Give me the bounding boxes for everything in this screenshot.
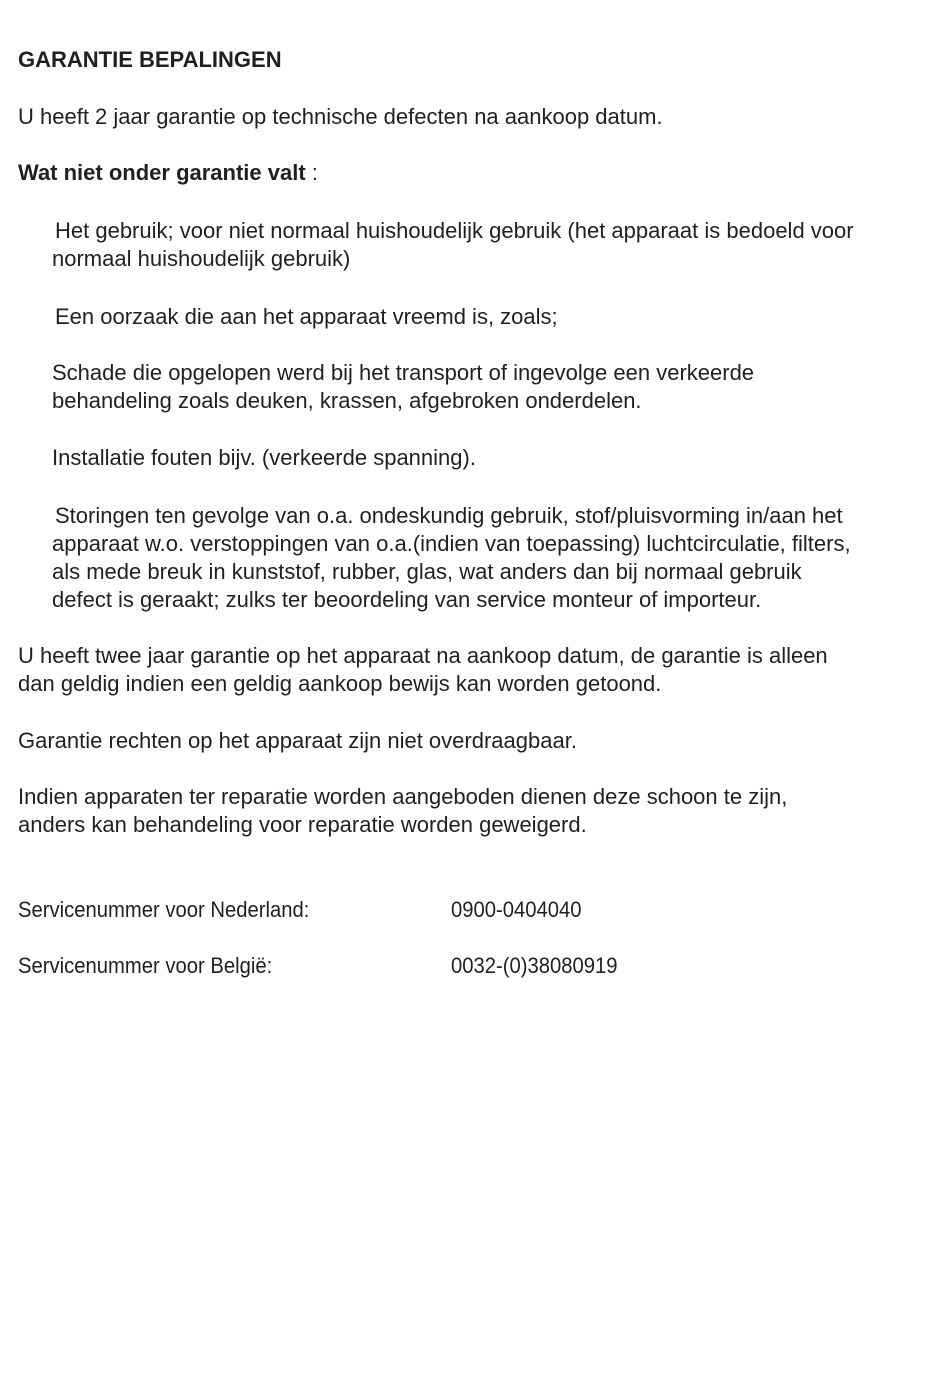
exclusion-line: behandeling zoals deuken, krassen, afgebroken onderdelen. [52,388,642,413]
service-label-belgium: Servicenummer voor België: [18,953,273,978]
exclusion-line: apparaat w.o. verstoppingen van o.a.(indien van toepassing) luchtcirculatie, filters, [52,531,851,556]
exclusions-heading-text: Wat niet onder garantie valt [18,160,306,185]
exclusion-item [52,444,476,472]
paragraph-line: Indien apparaten ter reparatie worden aangeboden dienen deze schoon te zijn, [18,784,788,809]
exclusion-line: normaal huishoudelijk gebruik) [52,246,351,271]
exclusion-line: Een oorzaak die aan het apparaat vreemd is, zoals; [55,304,558,329]
paragraph-line: dan geldig indien een geldig aankoop bewijs kan worden getoond. [18,671,662,696]
intro-paragraph: U heeft 2 jaar garantie op technische defecten na aankoop datum. [18,104,663,129]
exclusion-item [52,502,851,614]
exclusion-line: Het gebruik; voor niet normaal huishoudelijk gebruik (het apparaat is bedoeld voor [55,218,854,243]
exclusion-item [52,359,754,415]
exclusion-item [55,303,558,331]
service-label-netherlands: Servicenummer voor Nederland: [18,897,310,922]
paragraph-line: anders kan behandeling voor reparatie worden geweigerd. [18,812,587,837]
non-transferable-paragraph [18,727,577,755]
exclusion-item [52,217,854,273]
exclusion-line: defect is geraakt; zulks ter beoordeling van service monteur of importeur. [52,587,762,612]
document-title: GARANTIE BEPALINGEN [18,47,282,72]
warranty-proof-paragraph [18,642,828,698]
service-number-netherlands: 0900-0404040 [451,897,582,922]
exclusion-line: Schade die opgelopen werd bij het transport of ingevolge een verkeerde [52,360,755,385]
exclusions-heading [18,159,318,187]
exclusions-heading-colon: : [305,160,318,185]
exclusion-line: als mede breuk in kunststof, rubber, glas, wat anders dan bij normaal gebruik [52,559,802,584]
service-number-belgium: 0032-(0)38080919 [451,953,618,978]
exclusion-line: Storingen ten gevolge van o.a. ondeskundig gebruik, stof/pluisvorming in/aan het [55,503,843,528]
clean-devices-paragraph [18,783,787,839]
paragraph-line: U heeft twee jaar garantie op het apparaat na aankoop datum, de garantie is alleen [18,643,828,668]
paragraph-line: Garantie rechten op het apparaat zijn niet overdraagbaar. [18,728,577,753]
exclusion-line: Installatie fouten bijv. (verkeerde spanning). [52,445,476,470]
